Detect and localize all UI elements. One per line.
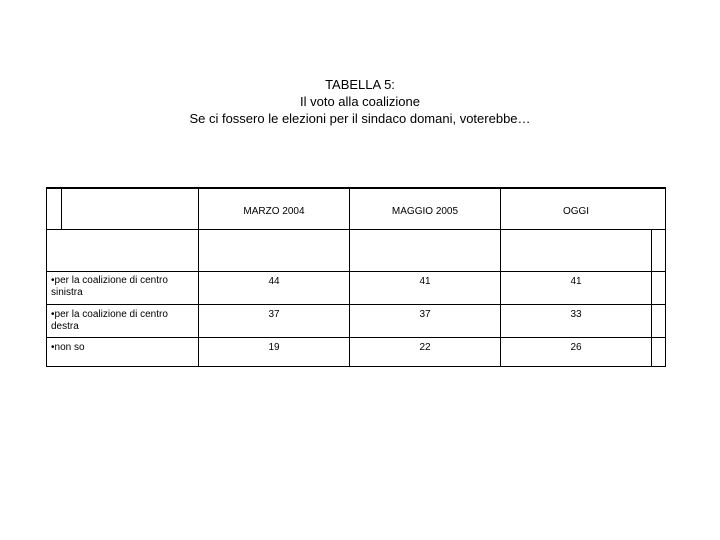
table-inner-left-rule bbox=[61, 187, 62, 229]
row-label-line: •per la coalizione di centro bbox=[51, 309, 168, 320]
table-cell: 22 bbox=[419, 342, 431, 353]
table-title bbox=[0, 76, 720, 127]
table-cell: 19 bbox=[268, 342, 280, 353]
table-row-rule bbox=[46, 337, 666, 338]
row-label-centro-destra bbox=[51, 309, 196, 333]
table-row-rule bbox=[46, 271, 666, 272]
table-cell: 26 bbox=[570, 342, 582, 353]
table-cell: 33 bbox=[570, 309, 582, 320]
table-row-rule bbox=[46, 304, 666, 305]
table-cell: 41 bbox=[419, 276, 431, 287]
column-header-marzo-2004: MARZO 2004 bbox=[243, 206, 305, 217]
table-top-border bbox=[46, 187, 666, 189]
table-cell: 44 bbox=[268, 276, 280, 287]
column-header-oggi: OGGI bbox=[562, 206, 590, 217]
results-table bbox=[46, 187, 666, 367]
table-cell: 37 bbox=[268, 309, 280, 320]
title-line-3: Se ci fossero le elezioni per il sindaco domani, voterebbe… bbox=[189, 111, 531, 126]
row-label-non-so bbox=[51, 342, 196, 354]
title-line-2: Il voto alla coalizione bbox=[300, 94, 420, 109]
table-header-rule bbox=[46, 229, 666, 230]
row-label-line: •non so bbox=[51, 342, 85, 353]
row-label-line: •per la coalizione di centro bbox=[51, 275, 168, 286]
row-label-centro-sinistra bbox=[51, 275, 196, 299]
column-header-maggio-2005: MAGGIO 2005 bbox=[391, 206, 459, 217]
table-right-border bbox=[665, 187, 666, 367]
table-inner-right-rule bbox=[651, 230, 652, 367]
title-line-1: TABELLA 5: bbox=[325, 77, 395, 92]
table-left-border bbox=[46, 187, 47, 367]
row-label-line: sinistra bbox=[51, 287, 83, 298]
table-bottom-border bbox=[46, 366, 666, 367]
table-cell: 37 bbox=[419, 309, 431, 320]
row-label-line: destra bbox=[51, 321, 79, 332]
table-cell: 41 bbox=[570, 276, 582, 287]
